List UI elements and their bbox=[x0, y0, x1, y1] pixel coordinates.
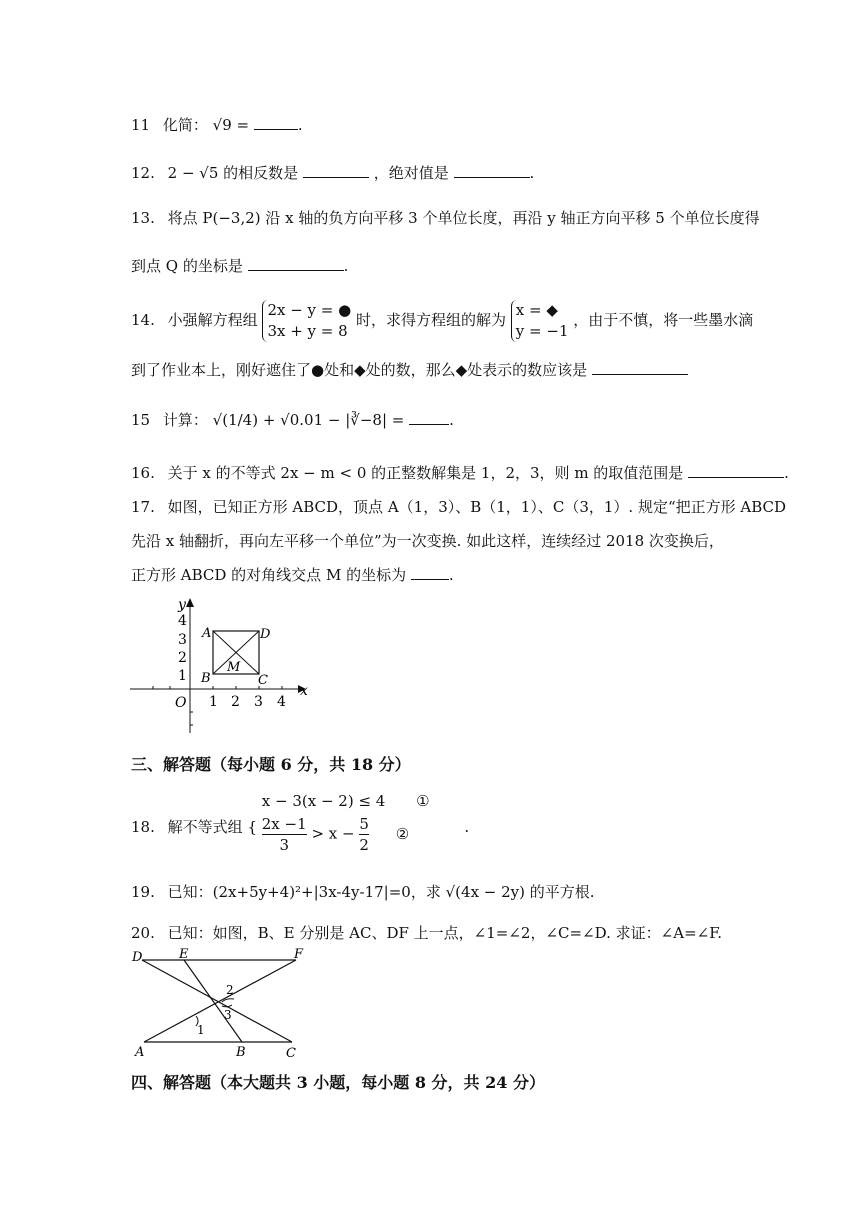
math-expression: √9 = bbox=[212, 116, 250, 134]
punctuation: . bbox=[297, 116, 303, 134]
punctuation: . bbox=[343, 257, 349, 275]
section-heading-3: 三、解答题（每小题 6 分，共 18 分） bbox=[131, 755, 411, 774]
answer-blank[interactable] bbox=[254, 115, 298, 130]
question-number: 13. bbox=[131, 209, 155, 227]
answer-blank[interactable] bbox=[688, 463, 784, 478]
inequality-1: x − 3(x − 2) ≤ 4 ① bbox=[261, 792, 430, 810]
question-13 bbox=[131, 208, 760, 228]
question-number: 16. bbox=[131, 464, 155, 482]
point-c-label: C bbox=[258, 673, 268, 688]
point-a-label: A bbox=[135, 1045, 145, 1060]
question-18: 18. 解不等式组 { x − 3(x − 2) ≤ 4 ① $\frac{2x -1}{3}$ > x − $\frac{5}{2}$ ② . bbox=[131, 792, 470, 854]
question-text: 将点 P(−3,2) 沿 x 轴的负方向平移 3 个单位长度，再沿 y 轴正方向平移 5 个单位长度得 bbox=[167, 209, 760, 227]
angle-3-label: 3 bbox=[224, 1008, 232, 1022]
question-20 bbox=[131, 923, 722, 943]
point-b-label: B bbox=[201, 671, 211, 686]
math-expression: √(4x − 2y) bbox=[445, 883, 525, 901]
x-tick-1: 1 bbox=[209, 694, 218, 710]
point-d-label: D bbox=[260, 627, 271, 642]
question-number: 19. bbox=[131, 883, 155, 901]
question-text: ，由于不慎，将一些墨水滴 bbox=[573, 311, 754, 329]
coordinate-figure bbox=[130, 595, 320, 740]
segment-a-f bbox=[144, 960, 296, 1042]
question-text: 小强解方程组 bbox=[167, 311, 258, 329]
angle-1-label: 1 bbox=[197, 1023, 205, 1037]
punctuation: . bbox=[448, 566, 454, 584]
question-17-line2 bbox=[131, 531, 724, 551]
question-text: 的相反数是 bbox=[223, 164, 299, 182]
y-tick-4: 4 bbox=[178, 613, 187, 629]
y-tick-2: 2 bbox=[178, 650, 187, 666]
question-19 bbox=[131, 882, 595, 902]
question-17 bbox=[131, 497, 786, 517]
point-a-label: A bbox=[202, 626, 212, 641]
question-text: 已知：(2x+5y+4)²+|3x-4y-17|=0，求 bbox=[167, 883, 441, 901]
punctuation: . bbox=[529, 164, 535, 182]
question-number: 17. bbox=[131, 498, 155, 516]
point-b-label: B bbox=[236, 1045, 246, 1060]
geometry-figure bbox=[130, 948, 310, 1063]
question-text: 已知：如图，B、E 分别是 AC、DF 上一点，∠1=∠2，∠C=∠D. 求证：∠A=∠F. bbox=[167, 924, 723, 942]
question-16 bbox=[131, 463, 789, 483]
inequality-2: $\frac{2x -1}{3}$ > x − $\frac{5}{2}$ ② bbox=[261, 815, 410, 854]
segment-e-b bbox=[184, 960, 242, 1042]
answer-blank[interactable] bbox=[592, 360, 688, 375]
question-label: 计算： bbox=[162, 411, 208, 429]
question-number: 14. bbox=[131, 311, 155, 329]
point-d-label: D bbox=[132, 950, 143, 965]
point-c-label: C bbox=[286, 1046, 296, 1061]
point-e-label: E bbox=[179, 948, 189, 962]
mark-1: ① bbox=[416, 792, 430, 810]
question-text: 到点 Q 的坐标是 bbox=[131, 257, 243, 275]
x-axis-label: x bbox=[300, 683, 308, 699]
question-text: 正方形 ABCD 的对角线交点 M 的坐标为 bbox=[131, 566, 407, 584]
punctuation: . bbox=[464, 818, 470, 836]
question-number: 20. bbox=[131, 924, 155, 942]
y-axis-label: y bbox=[178, 597, 186, 613]
question-11 bbox=[131, 115, 303, 135]
question-15 bbox=[131, 410, 454, 430]
question-text: 先沿 x 轴翻折，再向左平移一个单位”为一次变换. 如此这样，连续经过 2018 次变换后， bbox=[131, 532, 724, 550]
punctuation: . bbox=[449, 411, 454, 429]
question-number: 15 bbox=[131, 411, 151, 429]
punctuation: . bbox=[784, 464, 789, 482]
math-expression: 2 − √5 bbox=[167, 164, 219, 182]
y-tick-1: 1 bbox=[178, 668, 187, 684]
question-text: 关于 x 的不等式 2x − m < 0 的正整数解集是 1，2，3，则 m 的取值范围是 bbox=[167, 464, 684, 482]
section-heading-4: 四、解答题（本大题共 3 小题，每小题 8 分，共 24 分） bbox=[131, 1073, 545, 1092]
angle-2-label: 2 bbox=[226, 983, 234, 997]
mark-2: ② bbox=[395, 824, 410, 843]
question-14-line2 bbox=[131, 360, 688, 380]
math-expression: √(1/4) + √0.01 − |∛−8| = bbox=[212, 411, 405, 429]
question-13-line2 bbox=[131, 256, 348, 276]
y-tick-3: 3 bbox=[178, 632, 187, 648]
solution-2: y = −1 bbox=[515, 322, 569, 340]
solution-1: x = ◆ bbox=[515, 301, 558, 319]
equation-2: 3x + y = 8 bbox=[267, 322, 348, 340]
inequality-system bbox=[262, 790, 430, 855]
solution-system bbox=[511, 300, 569, 342]
x-tick-3: 3 bbox=[254, 694, 263, 710]
y-axis-arrow bbox=[186, 598, 194, 607]
origin-label: O bbox=[175, 695, 187, 711]
question-text: 的平方根. bbox=[529, 883, 595, 901]
question-17-line3 bbox=[131, 565, 454, 585]
x-tick-4: 4 bbox=[277, 694, 286, 710]
answer-blank[interactable] bbox=[454, 163, 530, 178]
question-number: 12. bbox=[131, 164, 155, 182]
question-number: 11 bbox=[131, 116, 151, 134]
answer-blank[interactable] bbox=[409, 410, 449, 425]
x-tick-2: 2 bbox=[231, 694, 240, 710]
question-text: 到了作业本上，刚好遮住了●处和◆处的数，那么◆处表示的数应该是 bbox=[131, 361, 588, 379]
question-text: 如图，已知正方形 ABCD，顶点 A（1，3）、B（1，1）、C（3，1）. 规定“把正方形 ABCD bbox=[167, 498, 787, 516]
question-text: ，绝对值是 bbox=[373, 164, 449, 182]
question-text: 时，求得方程组的解为 bbox=[356, 311, 507, 329]
point-f-label: F bbox=[294, 948, 304, 962]
answer-blank[interactable] bbox=[411, 565, 449, 580]
answer-blank[interactable] bbox=[248, 256, 344, 271]
question-label: 化简： bbox=[162, 116, 208, 134]
segment-d-c bbox=[142, 960, 292, 1042]
answer-blank[interactable] bbox=[303, 163, 369, 178]
question-14 bbox=[131, 300, 753, 342]
point-m-label: M bbox=[227, 660, 241, 675]
equation-1: 2x − y = ● bbox=[267, 301, 352, 319]
question-number: 18. bbox=[131, 818, 155, 836]
question-12 bbox=[131, 163, 534, 183]
question-label: 解不等式组 bbox=[167, 818, 243, 836]
equation-system bbox=[262, 300, 351, 342]
